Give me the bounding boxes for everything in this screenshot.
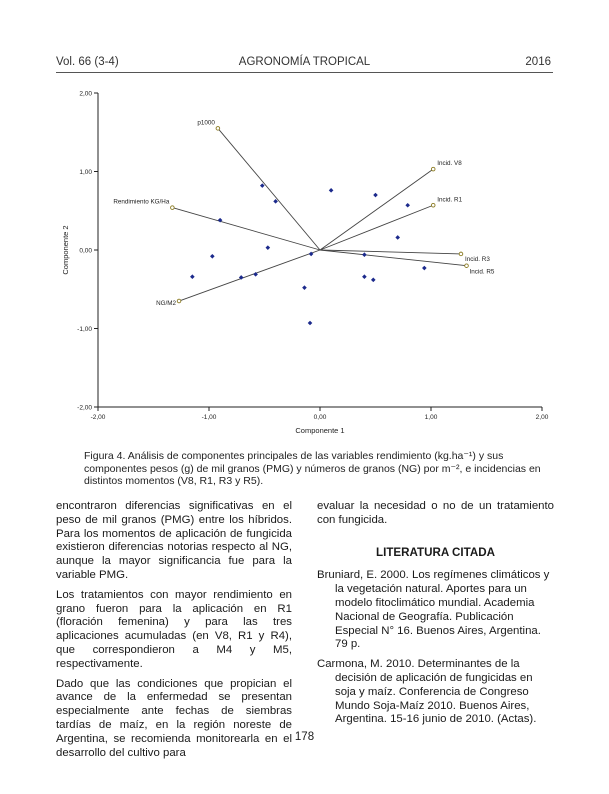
- x-axis-title: Componente 1: [295, 426, 345, 435]
- data-point: [362, 274, 367, 279]
- header-year: 2016: [525, 56, 551, 68]
- y-tick-label: 1,00: [79, 169, 92, 176]
- y-tick-label: 2,00: [79, 90, 92, 98]
- vector-line: [320, 205, 433, 250]
- y-axis-title: Componente 2: [61, 225, 70, 275]
- data-point: [210, 254, 215, 259]
- data-point: [266, 245, 271, 250]
- data-point: [371, 278, 376, 283]
- left-paragraph-1: encontraron diferencias significativas en el peso de mil granos (PMG) entre los híbridos. Para los momentos de aplicación de fungicida existieron diferencias notorias respecto al NG, aunque la mayor significancia fue para la variable PMG.: [56, 500, 292, 581]
- vector-endpoint: [465, 264, 469, 268]
- vector-label: p1000: [197, 119, 215, 127]
- vector-label: Rendimiento KG/Ha: [113, 198, 170, 206]
- vector-label: Incid. V8: [437, 160, 462, 168]
- caption-text: Análisis de componentes principales de las variables rendimiento (kg.ha⁻¹) y sus componentes pesos (g) de mil granos (PMG) y números de granos (NG) por m⁻², e incidencias en distintos momentos (V8, R1, R3 y R5).: [84, 450, 541, 487]
- data-point: [302, 285, 307, 290]
- data-point: [373, 193, 378, 198]
- left-paragraph-2: Los tratamientos con mayor rendimiento en grano fueron para la aplicación en R1 (floración femenina) y para las tres aplicaciones acumuladas (en V8, R1 y R4), que correspondieron a M4 y M5, respectivamente.: [56, 588, 292, 670]
- x-tick-label: -2,00: [90, 414, 106, 421]
- data-point: [190, 274, 195, 279]
- data-point: [329, 188, 334, 193]
- vector-endpoint: [216, 127, 220, 131]
- x-tick-label: 1,00: [424, 414, 438, 421]
- page-number: 178: [294, 731, 315, 743]
- vector-line: [218, 128, 320, 250]
- vector-endpoint: [431, 203, 435, 207]
- y-tick-label: -2,00: [77, 404, 92, 412]
- data-point: [395, 235, 400, 240]
- x-tick-label: -1,00: [201, 414, 217, 421]
- left-paragraph-3: Dado que las condiciones que propician el avance de la enfermedad se presentan especialmente ante fechas de siembras tardías de maíz, en la región noreste de Argentina, se recomienda monitorearla en el desarrollo del cultivo para: [56, 677, 292, 759]
- section-title: LITERATURA CITADA: [376, 545, 495, 559]
- data-point: [308, 321, 313, 326]
- vector-label: Incid. R3: [464, 255, 490, 263]
- data-point: [405, 203, 410, 208]
- y-tick-label: -1,00: [77, 326, 92, 333]
- data-point: [260, 183, 265, 188]
- vector-line: [320, 169, 433, 250]
- vector-endpoint: [177, 299, 181, 303]
- vector-label: NG/M2: [156, 300, 177, 308]
- vector-endpoint: [431, 167, 435, 171]
- right-continuation: evaluar la necesidad o no de un tratamiento con fungicida.: [317, 500, 554, 526]
- figure-caption: [84, 450, 554, 488]
- x-tick-label: 0,00: [313, 414, 327, 421]
- data-point: [422, 266, 427, 271]
- header-volume: Vol. 66 (3-4): [56, 56, 119, 68]
- right-column: [317, 500, 554, 733]
- data-point: [273, 199, 278, 204]
- x-tick-label: 2,00: [535, 414, 549, 421]
- vector-line: [172, 208, 320, 250]
- vector-label: Incid. R5: [469, 268, 495, 276]
- caption-label: Figura 4.: [84, 450, 126, 462]
- left-column: [56, 500, 292, 766]
- header-journal: AGRONOMÍA TROPICAL: [238, 56, 371, 68]
- vector-label: Incid. R1: [437, 196, 463, 204]
- vector-endpoint: [459, 252, 463, 256]
- vector-endpoint: [171, 206, 175, 210]
- y-tick-label: 0,00: [79, 247, 92, 255]
- reference-1: Bruniard, E. 2000. Los regímenes climáticos y la vegetación natural. Aportes para un modelo fitoclimático mundial. Academia Nacional de Geografía. Publicación Especial N° 16. Buenos Aires, Argentina. 79 p.: [317, 569, 550, 651]
- vector-line: [179, 250, 320, 301]
- data-point: [362, 252, 367, 257]
- reference-2: Carmona, M. 2010. Determinantes de la decisión de aplicación de fungicidas en soja y maíz. Conferencia de Congreso Mundo Soja-Maíz 2010. Buenos Aires, Argentina. 15-16 junio de 2010. (Actas).: [317, 658, 537, 726]
